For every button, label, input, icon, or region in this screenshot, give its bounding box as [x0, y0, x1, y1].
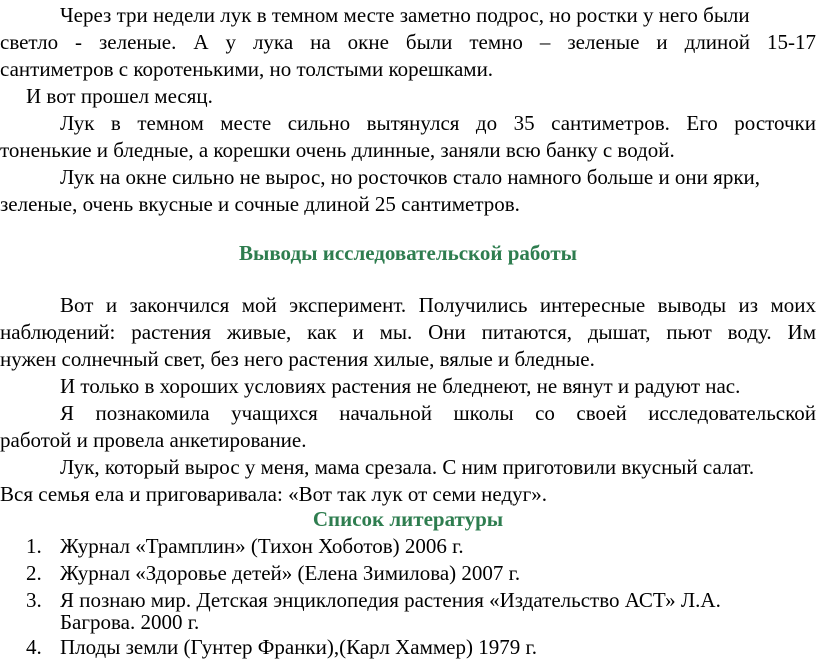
paragraph-line: Лук на окне сильно не вырос, но росточков стало намного больше и они ярки, [60, 165, 761, 189]
paragraph-line: светло - зеленые. А у лука на окне были темно – зеленые и длиной 15-17 [0, 30, 816, 54]
list-item-continuation: Багрова. 2000 г. [60, 610, 200, 634]
paragraph-line: Лук в темном месте сильно вытянулся до 35 сантиметров. Его росточки [60, 111, 816, 135]
list-item-text: Журнал «Трамплин» (Тихон Хоботов) 2006 г. [60, 534, 464, 558]
references-heading: Список литературы [312, 507, 504, 531]
list-item-number: 2. [26, 561, 42, 585]
list-item-text: Плоды земли (Гунтер Франки),(Карл Хаммер) 1979 г. [60, 635, 537, 659]
paragraph-line: И вот прошел месяц. [26, 84, 213, 108]
conclusion-line: Вся семья ела и приговаривала: «Вот так лук от семи недуг». [0, 482, 548, 506]
conclusion-line: Лук, который вырос у меня, мама срезала. С ним приготовили вкусный салат. [60, 455, 755, 479]
conclusion-line: наблюдений: растения живые, как и мы. Они питаются, дышат, пьют воду. Им [0, 320, 816, 344]
paragraph-line: зеленые, очень вкусные и сочные длиной 25 сантиметров. [0, 192, 520, 216]
list-item-text: Я познаю мир. Детская энциклопедия растения «Издательство АСТ» Л.А. [60, 588, 721, 612]
conclusions-heading: Выводы исследовательской работы [238, 241, 578, 265]
list-item-text: Журнал «Здоровье детей» (Елена Зимилова) 2007 г. [60, 561, 521, 585]
paragraph-line: сантиметров с коротенькими, но толстыми корешками. [0, 57, 494, 81]
list-item [26, 634, 537, 661]
paragraph-line: тоненькие и бледные, а корешки очень длинные, заняли всю банку с водой. [0, 138, 675, 162]
conclusion-line: Вот и закончился мой эксперимент. Получились интересные выводы из моих [60, 293, 816, 317]
list-item-number: 1. [26, 534, 42, 558]
conclusion-line: И только в хороших условиях растения не бледнеют, не вянут и радуют нас. [60, 374, 741, 398]
conclusion-line: работой и провела анкетирование. [0, 428, 307, 452]
paragraph-line: Через три недели лук в темном месте заметно подрос, но ростки у него были [60, 3, 750, 27]
list-item-number: 3. [26, 588, 42, 612]
list-item [26, 533, 464, 560]
list-item-number: 4. [26, 635, 42, 659]
list-item [26, 560, 520, 587]
conclusion-line: Я познакомила учащихся начальной школы со своей исследовательской [60, 401, 816, 425]
conclusion-line: нужен солнечный свет, без него растения хилые, вялые и бледные. [0, 347, 595, 371]
